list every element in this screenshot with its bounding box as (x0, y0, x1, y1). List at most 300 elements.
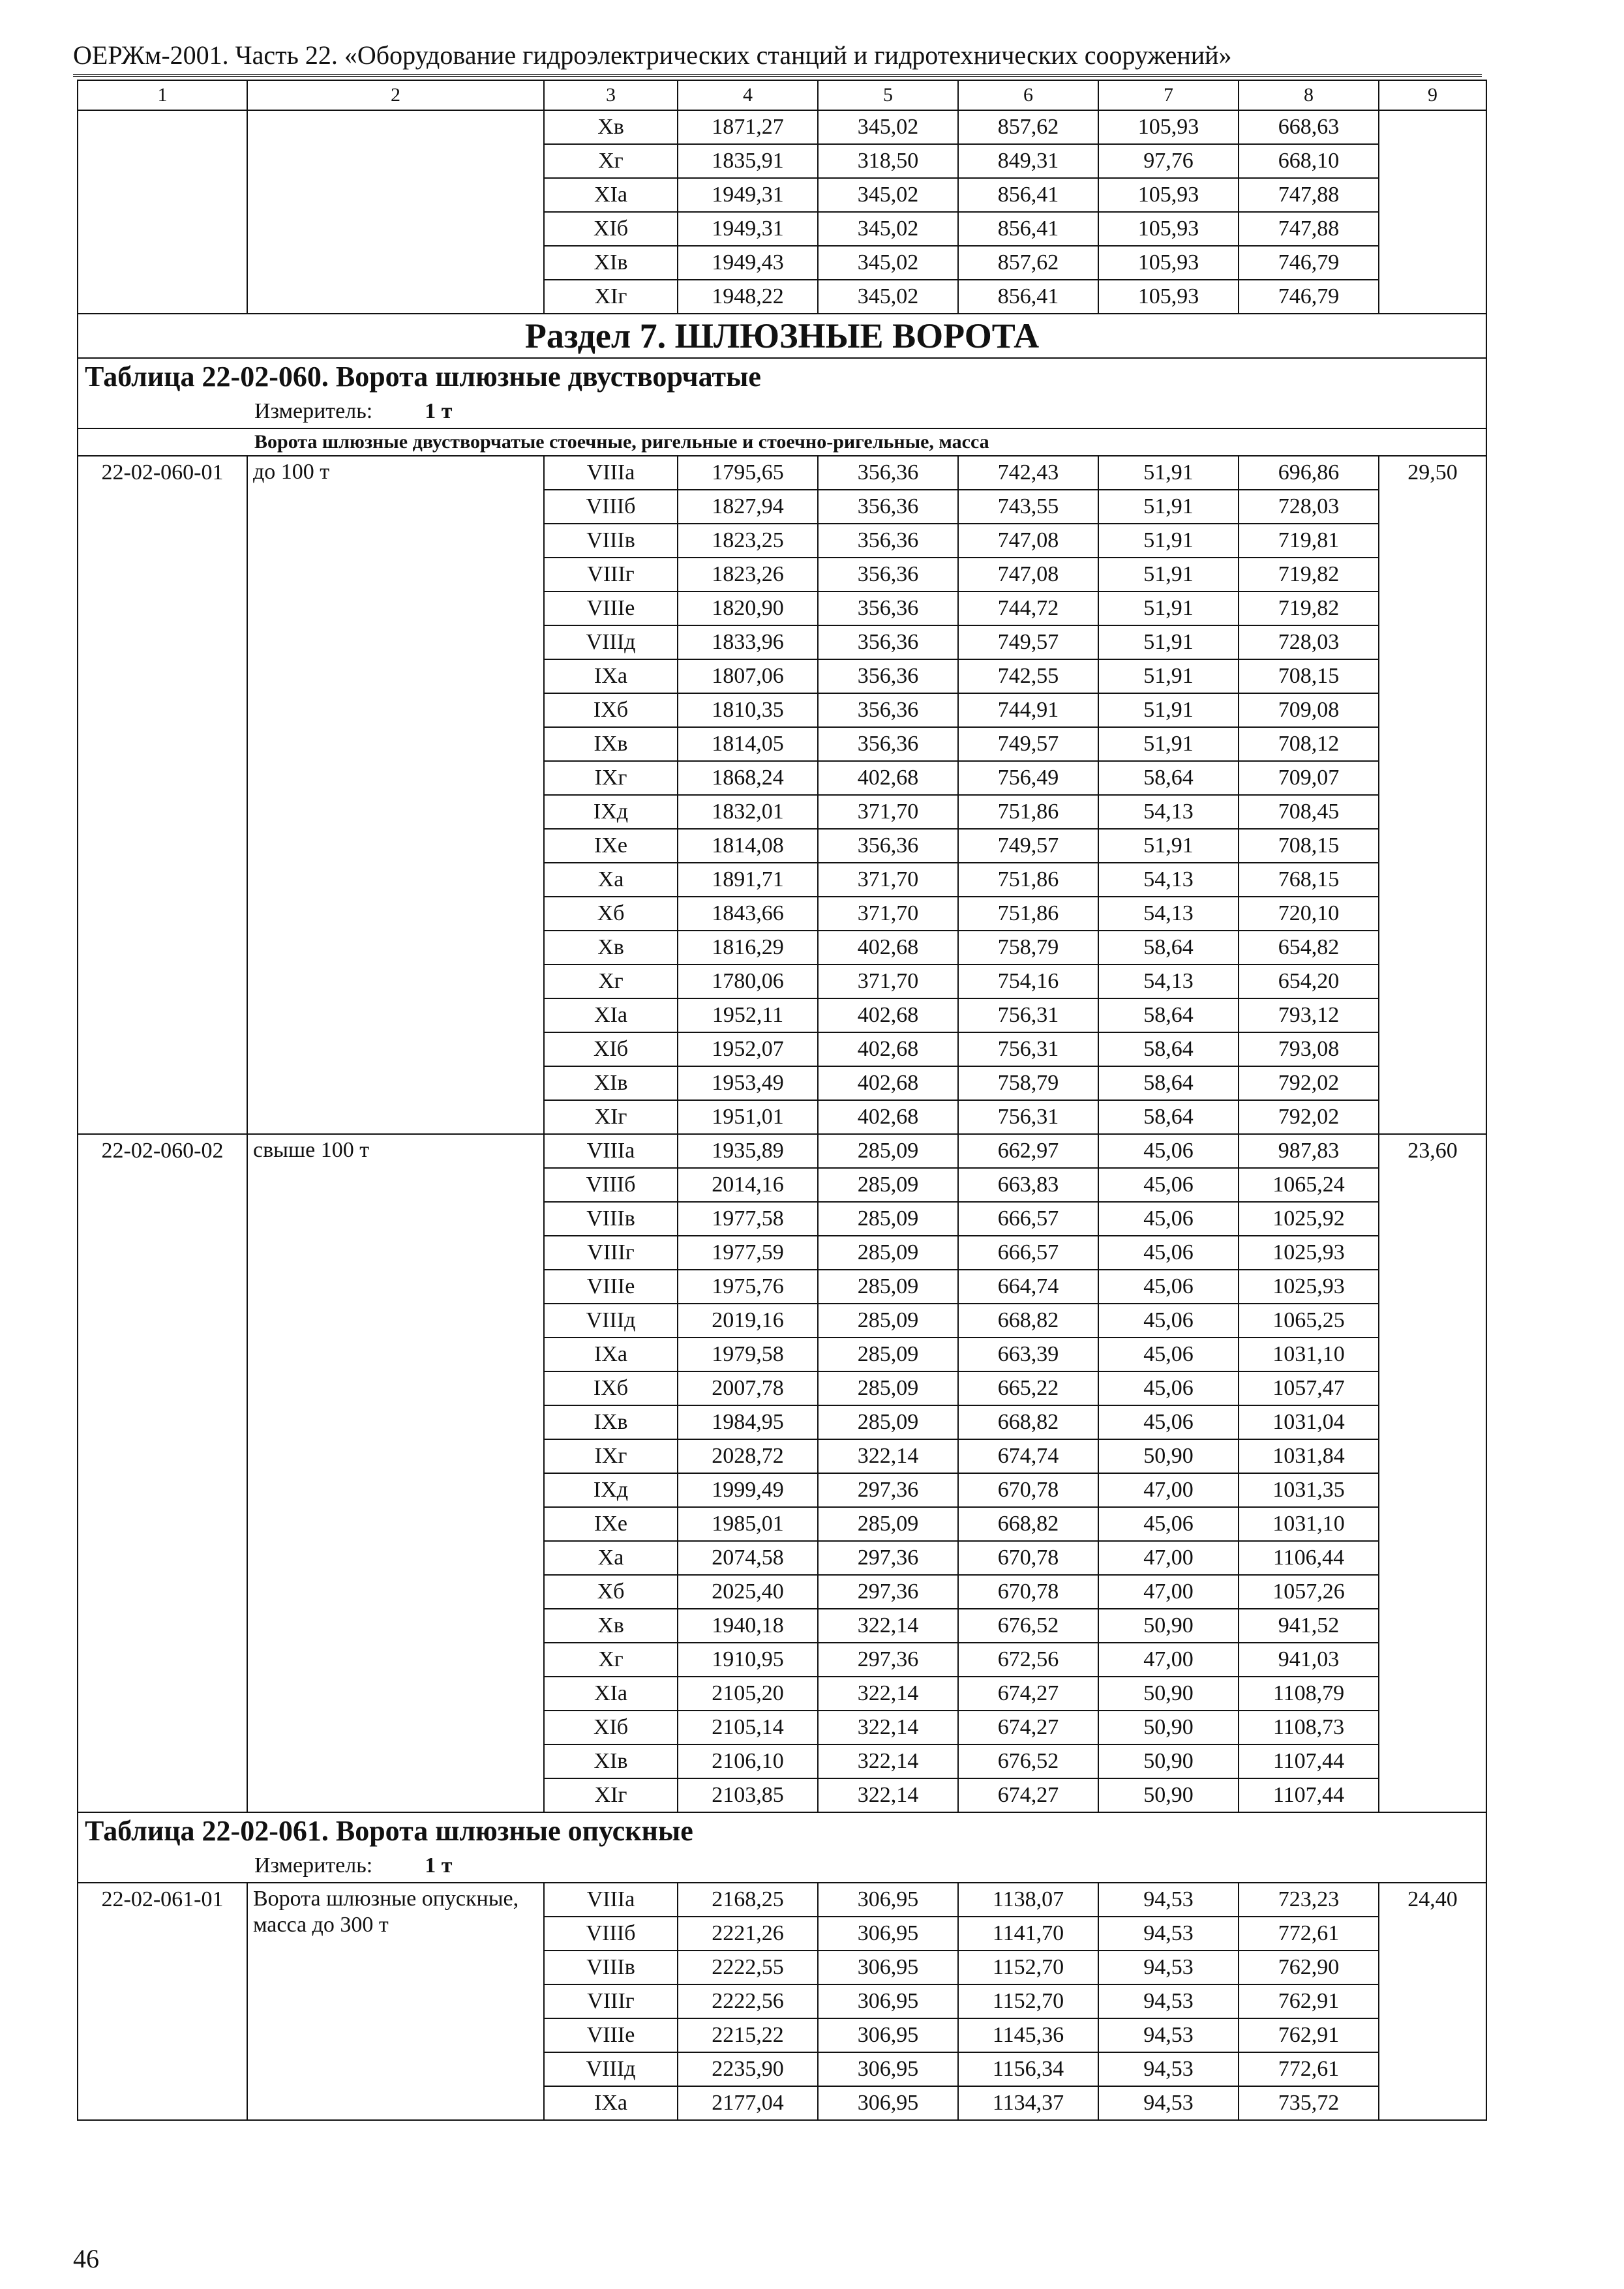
value-cell: 751,86 (958, 795, 1098, 829)
page-header: ОЕРЖм-2001. Часть 22. «Оборудование гидроэлектрических станций и гидротехнических сооружений» (73, 40, 1232, 70)
value-cell: 47,00 (1098, 1575, 1239, 1609)
value-cell: Хб (544, 1575, 678, 1609)
value-cell: 1949,31 (678, 178, 818, 212)
value-cell: 285,09 (818, 1405, 958, 1439)
value-cell: 1031,84 (1239, 1439, 1379, 1473)
value-cell: 356,36 (818, 659, 958, 693)
value-cell: 58,64 (1098, 761, 1239, 795)
value-cell: 45,06 (1098, 1202, 1239, 1236)
value-cell: 756,49 (958, 761, 1098, 795)
value-cell: ХIв (544, 1744, 678, 1778)
value-cell: IХв (544, 1405, 678, 1439)
value-cell: 402,68 (818, 1032, 958, 1066)
value-cell: 674,27 (958, 1778, 1098, 1812)
value-cell: 663,83 (958, 1168, 1098, 1202)
value-cell: IХг (544, 761, 678, 795)
value-cell: 47,00 (1098, 1473, 1239, 1507)
value-cell: 1949,31 (678, 212, 818, 246)
value-cell: 2105,14 (678, 1711, 818, 1744)
value-cell: 708,15 (1239, 829, 1379, 863)
value-cell: 749,57 (958, 625, 1098, 659)
value-cell: 1025,93 (1239, 1236, 1379, 1270)
value-cell: 1843,66 (678, 897, 818, 931)
value-cell: 105,93 (1098, 246, 1239, 280)
value-cell: 356,36 (818, 829, 958, 863)
value-cell: 45,06 (1098, 1338, 1239, 1371)
value-cell: 747,08 (958, 558, 1098, 591)
value-cell: 749,57 (958, 829, 1098, 863)
value-cell: Хг (544, 144, 678, 178)
value-cell: 719,82 (1239, 591, 1379, 625)
column-number: 3 (544, 80, 678, 110)
value-cell: 754,16 (958, 965, 1098, 998)
value-cell: 285,09 (818, 1507, 958, 1541)
value-cell: 744,72 (958, 591, 1098, 625)
table-row (78, 456, 1486, 490)
value-cell: 674,27 (958, 1677, 1098, 1711)
value-cell: 663,39 (958, 1338, 1098, 1371)
value-cell: 668,82 (958, 1405, 1098, 1439)
unit-label: Измеритель: (254, 1853, 373, 1878)
value-cell: 670,78 (958, 1473, 1098, 1507)
value-cell: 672,56 (958, 1643, 1098, 1677)
value-cell: 696,86 (1239, 456, 1379, 490)
value-cell: 2168,25 (678, 1883, 818, 1917)
value-cell: Ха (544, 863, 678, 897)
value-cell: 1868,24 (678, 761, 818, 795)
value-cell: IХб (544, 693, 678, 727)
value-cell: 51,91 (1098, 524, 1239, 558)
value-cell: 402,68 (818, 998, 958, 1032)
value-cell: 1141,70 (958, 1917, 1098, 1951)
value-cell: 1949,43 (678, 246, 818, 280)
value-cell: 45,06 (1098, 1270, 1239, 1304)
value-cell: 1814,08 (678, 829, 818, 863)
value-cell: 768,15 (1239, 863, 1379, 897)
value-cell: VIIIв (544, 1202, 678, 1236)
value-cell: 322,14 (818, 1744, 958, 1778)
value-cell: 762,91 (1239, 2018, 1379, 2052)
value-cell: 306,95 (818, 1883, 958, 1917)
value-cell: 1031,10 (1239, 1338, 1379, 1371)
value-cell: 50,90 (1098, 1778, 1239, 1812)
value-cell: 1107,44 (1239, 1744, 1379, 1778)
value-cell: 1814,05 (678, 727, 818, 761)
table-title-row (78, 358, 1486, 395)
value-cell: 792,02 (1239, 1100, 1379, 1134)
value-cell: 719,82 (1239, 558, 1379, 591)
value-cell: VIIIд (544, 2052, 678, 2086)
value-cell: 371,70 (818, 965, 958, 998)
value-cell: 666,57 (958, 1202, 1098, 1236)
value-cell: 1108,79 (1239, 1677, 1379, 1711)
unit-value: 1 т (425, 399, 453, 423)
table-row (78, 1883, 1486, 1917)
value-cell: 58,64 (1098, 1100, 1239, 1134)
value-cell: 2106,10 (678, 1744, 818, 1778)
value-cell: 1975,76 (678, 1270, 818, 1304)
value-cell: Хг (544, 965, 678, 998)
value-cell: VIIIа (544, 1134, 678, 1168)
value-cell: 2215,22 (678, 2018, 818, 2052)
value-cell: IХе (544, 829, 678, 863)
value-cell: 105,93 (1098, 110, 1239, 144)
value-cell: 1156,34 (958, 2052, 1098, 2086)
value-cell: VIIIд (544, 625, 678, 659)
value-cell: 94,53 (1098, 1883, 1239, 1917)
value-cell: 345,02 (818, 246, 958, 280)
header-rule (73, 74, 1482, 77)
value-cell: 1999,49 (678, 1473, 818, 1507)
value-cell: 94,53 (1098, 1951, 1239, 1984)
item-rate: 24,40 (1379, 1883, 1486, 2120)
value-cell: 1952,11 (678, 998, 818, 1032)
value-cell: VIIIг (544, 1984, 678, 2018)
value-cell: 356,36 (818, 456, 958, 490)
group-title: Ворота шлюзные двустворчатые стоечные, ригельные и стоечно-ригельные, масса (78, 428, 1486, 456)
value-cell: 356,36 (818, 591, 958, 625)
value-cell: 1065,24 (1239, 1168, 1379, 1202)
value-cell: 2019,16 (678, 1304, 818, 1338)
value-cell: 742,43 (958, 456, 1098, 490)
value-cell: 762,90 (1239, 1951, 1379, 1984)
value-cell: 58,64 (1098, 1066, 1239, 1100)
value-cell: ХIв (544, 246, 678, 280)
value-cell: 2222,56 (678, 1984, 818, 2018)
value-cell: 1107,44 (1239, 1778, 1379, 1812)
description-cell (247, 110, 544, 314)
value-cell: ХIг (544, 1100, 678, 1134)
value-cell: 674,74 (958, 1439, 1098, 1473)
value-cell: 1145,36 (958, 2018, 1098, 2052)
value-cell: 2177,04 (678, 2086, 818, 2120)
value-cell: 97,76 (1098, 144, 1239, 178)
value-cell: IХб (544, 1371, 678, 1405)
value-cell: 793,12 (1239, 998, 1379, 1032)
value-cell: 849,31 (958, 144, 1098, 178)
value-cell: 371,70 (818, 795, 958, 829)
value-cell: 402,68 (818, 1066, 958, 1100)
value-cell: 356,36 (818, 524, 958, 558)
value-cell: 735,72 (1239, 2086, 1379, 2120)
value-cell: Хв (544, 110, 678, 144)
value-cell: 50,90 (1098, 1439, 1239, 1473)
value-cell: 857,62 (958, 246, 1098, 280)
value-cell: 668,82 (958, 1304, 1098, 1338)
value-cell: IХа (544, 2086, 678, 2120)
value-cell: 306,95 (818, 1917, 958, 1951)
value-cell: 670,78 (958, 1575, 1098, 1609)
value-cell: 1031,04 (1239, 1405, 1379, 1439)
value-cell: IХа (544, 1338, 678, 1371)
value-cell: 58,64 (1098, 998, 1239, 1032)
value-cell: 51,91 (1098, 659, 1239, 693)
table-row (78, 110, 1486, 144)
value-cell: 45,06 (1098, 1507, 1239, 1541)
value-cell: 50,90 (1098, 1744, 1239, 1778)
value-cell: 356,36 (818, 727, 958, 761)
value-cell: 1835,91 (678, 144, 818, 178)
value-cell: 751,86 (958, 863, 1098, 897)
item-code: 22-02-060-02 (78, 1134, 247, 1812)
value-cell: 1935,89 (678, 1134, 818, 1168)
value-cell: Хг (544, 1643, 678, 1677)
value-cell: VIIIв (544, 524, 678, 558)
value-cell: 1025,92 (1239, 1202, 1379, 1236)
value-cell: 345,02 (818, 178, 958, 212)
value-cell: 285,09 (818, 1202, 958, 1236)
value-cell: 1795,65 (678, 456, 818, 490)
value-cell: 297,36 (818, 1541, 958, 1575)
unit-row (78, 1849, 1486, 1883)
value-cell: 941,03 (1239, 1643, 1379, 1677)
value-cell: 105,93 (1098, 280, 1239, 314)
page-number: 46 (73, 2244, 99, 2273)
column-number: 6 (958, 80, 1098, 110)
value-cell: 756,31 (958, 1032, 1098, 1066)
value-cell: 306,95 (818, 2052, 958, 2086)
value-cell: 371,70 (818, 863, 958, 897)
value-cell: 45,06 (1098, 1168, 1239, 1202)
value-cell: ХIб (544, 1032, 678, 1066)
value-cell: 676,52 (958, 1609, 1098, 1643)
value-cell: 45,06 (1098, 1134, 1239, 1168)
value-cell: 2103,85 (678, 1778, 818, 1812)
value-cell: 2222,55 (678, 1951, 818, 1984)
value-cell: 2235,90 (678, 2052, 818, 2086)
value-cell: ХIб (544, 212, 678, 246)
value-cell: 1031,10 (1239, 1507, 1379, 1541)
value-cell: 402,68 (818, 761, 958, 795)
value-cell: 2014,16 (678, 1168, 818, 1202)
value-cell: Ха (544, 1541, 678, 1575)
value-cell: 747,08 (958, 524, 1098, 558)
value-cell: 665,22 (958, 1371, 1098, 1405)
column-number: 8 (1239, 80, 1379, 110)
value-cell: 664,74 (958, 1270, 1098, 1304)
unit-row-cell (78, 1849, 1486, 1883)
value-cell: 285,09 (818, 1338, 958, 1371)
group-title-row (78, 428, 1486, 456)
value-cell: 709,08 (1239, 693, 1379, 727)
value-cell: 51,91 (1098, 693, 1239, 727)
value-cell: 1025,93 (1239, 1270, 1379, 1304)
value-cell: 2074,58 (678, 1541, 818, 1575)
value-cell: VIIIд (544, 1304, 678, 1338)
value-cell: 772,61 (1239, 1917, 1379, 1951)
value-cell: 749,57 (958, 727, 1098, 761)
value-cell: 1807,06 (678, 659, 818, 693)
value-cell: ХIа (544, 1677, 678, 1711)
value-cell: 2028,72 (678, 1439, 818, 1473)
value-cell: 772,61 (1239, 2052, 1379, 2086)
value-cell: 322,14 (818, 1677, 958, 1711)
value-cell: 54,13 (1098, 863, 1239, 897)
value-cell: 1891,71 (678, 863, 818, 897)
value-cell: VIIIб (544, 490, 678, 524)
item-description: до 100 т (247, 456, 544, 1134)
value-cell: ХIг (544, 1778, 678, 1812)
value-cell: 720,10 (1239, 897, 1379, 931)
item-code: 22-02-061-01 (78, 1883, 247, 2120)
value-cell: 45,06 (1098, 1236, 1239, 1270)
value-cell: VIIIе (544, 2018, 678, 2052)
value-cell: Хв (544, 931, 678, 965)
value-cell: 1816,29 (678, 931, 818, 965)
value-cell: 356,36 (818, 693, 958, 727)
value-cell: 285,09 (818, 1304, 958, 1338)
value-cell: 1823,26 (678, 558, 818, 591)
value-cell: 1138,07 (958, 1883, 1098, 1917)
value-cell: 285,09 (818, 1134, 958, 1168)
value-cell: 371,70 (818, 897, 958, 931)
column-number: 9 (1379, 80, 1486, 110)
value-cell: 322,14 (818, 1778, 958, 1812)
value-cell: 94,53 (1098, 2086, 1239, 2120)
value-cell: Хб (544, 897, 678, 931)
value-cell: VIIIб (544, 1168, 678, 1202)
value-cell: 285,09 (818, 1371, 958, 1405)
value-cell: 1106,44 (1239, 1541, 1379, 1575)
value-cell: 94,53 (1098, 2018, 1239, 2052)
value-cell: 1833,96 (678, 625, 818, 659)
value-cell: 1057,47 (1239, 1371, 1379, 1405)
value-cell: 51,91 (1098, 558, 1239, 591)
value-cell: ХIб (544, 1711, 678, 1744)
value-cell: 668,10 (1239, 144, 1379, 178)
value-cell: 1871,27 (678, 110, 818, 144)
value-cell: 94,53 (1098, 1917, 1239, 1951)
value-cell: 1940,18 (678, 1609, 818, 1643)
value-cell: 51,91 (1098, 456, 1239, 490)
value-cell: VIIIб (544, 1917, 678, 1951)
value-cell: 1979,58 (678, 1338, 818, 1371)
value-cell: IХв (544, 727, 678, 761)
column-number: 7 (1098, 80, 1239, 110)
table-row (78, 1134, 1486, 1168)
value-cell: 1977,59 (678, 1236, 818, 1270)
value-cell: 674,27 (958, 1711, 1098, 1744)
value-cell: 1810,35 (678, 693, 818, 727)
value-cell: 762,91 (1239, 1984, 1379, 2018)
value-cell: 746,79 (1239, 280, 1379, 314)
value-cell: 856,41 (958, 178, 1098, 212)
value-cell: 356,36 (818, 490, 958, 524)
value-cell: 654,20 (1239, 965, 1379, 998)
value-cell: 1985,01 (678, 1507, 818, 1541)
value-cell: 105,93 (1098, 212, 1239, 246)
value-cell: ХIг (544, 280, 678, 314)
item-code: 22-02-060-01 (78, 456, 247, 1134)
value-cell: 345,02 (818, 110, 958, 144)
value-cell: 1820,90 (678, 591, 818, 625)
value-cell: 285,09 (818, 1168, 958, 1202)
value-cell: 297,36 (818, 1473, 958, 1507)
value-cell: 285,09 (818, 1236, 958, 1270)
value-cell: 1832,01 (678, 795, 818, 829)
column-number: 1 (78, 80, 247, 110)
value-cell: 670,78 (958, 1541, 1098, 1575)
value-cell: 709,07 (1239, 761, 1379, 795)
value-cell: 1134,37 (958, 2086, 1098, 2120)
value-cell: 51,91 (1098, 591, 1239, 625)
value-cell: 54,13 (1098, 897, 1239, 931)
value-cell: 345,02 (818, 280, 958, 314)
value-cell: 51,91 (1098, 625, 1239, 659)
value-cell: 1152,70 (958, 1984, 1098, 2018)
value-cell: 708,15 (1239, 659, 1379, 693)
value-cell: 306,95 (818, 1984, 958, 2018)
value-cell: 856,41 (958, 280, 1098, 314)
value-cell: 1031,35 (1239, 1473, 1379, 1507)
column-number-row (78, 80, 1486, 110)
value-cell: 1065,25 (1239, 1304, 1379, 1338)
value-cell: 987,83 (1239, 1134, 1379, 1168)
rate-cell (1379, 110, 1486, 314)
value-cell: 792,02 (1239, 1066, 1379, 1100)
value-cell: 793,08 (1239, 1032, 1379, 1066)
value-cell: 941,52 (1239, 1609, 1379, 1643)
value-cell: VIIIг (544, 1236, 678, 1270)
unit-row (78, 395, 1486, 428)
value-cell: 1977,58 (678, 1202, 818, 1236)
value-cell: 744,91 (958, 693, 1098, 727)
value-cell: 54,13 (1098, 795, 1239, 829)
value-cell: 356,36 (818, 625, 958, 659)
column-number: 5 (818, 80, 958, 110)
value-cell: IХа (544, 659, 678, 693)
value-cell: Хв (544, 1609, 678, 1643)
section-row (78, 314, 1486, 358)
value-cell: ХIа (544, 178, 678, 212)
value-cell: 1780,06 (678, 965, 818, 998)
value-cell: 51,91 (1098, 829, 1239, 863)
value-cell: 285,09 (818, 1270, 958, 1304)
value-cell: 58,64 (1098, 1032, 1239, 1066)
value-cell: 723,23 (1239, 1883, 1379, 1917)
table-title: Таблица 22-02-060. Ворота шлюзные двустворчатые (78, 358, 1486, 395)
value-cell: 746,79 (1239, 246, 1379, 280)
value-cell: 758,79 (958, 1066, 1098, 1100)
value-cell: 708,12 (1239, 727, 1379, 761)
value-cell: VIIIа (544, 456, 678, 490)
column-number: 4 (678, 80, 818, 110)
value-cell: 751,86 (958, 897, 1098, 931)
value-cell: 1823,25 (678, 524, 818, 558)
value-cell: 50,90 (1098, 1609, 1239, 1643)
value-cell: 2025,40 (678, 1575, 818, 1609)
value-cell: 708,45 (1239, 795, 1379, 829)
value-cell: 402,68 (818, 1100, 958, 1134)
value-cell: 856,41 (958, 212, 1098, 246)
value-cell: 94,53 (1098, 1984, 1239, 2018)
value-cell: 756,31 (958, 1100, 1098, 1134)
value-cell: 1152,70 (958, 1951, 1098, 1984)
value-cell: 1057,26 (1239, 1575, 1379, 1609)
value-cell: 297,36 (818, 1643, 958, 1677)
table-body (78, 80, 1486, 2120)
value-cell: 297,36 (818, 1575, 958, 1609)
value-cell: 2007,78 (678, 1371, 818, 1405)
value-cell: 662,97 (958, 1134, 1098, 1168)
value-cell: 668,82 (958, 1507, 1098, 1541)
value-cell: 318,50 (818, 144, 958, 178)
value-cell: 743,55 (958, 490, 1098, 524)
value-cell: 51,91 (1098, 490, 1239, 524)
value-cell: VIIIе (544, 1270, 678, 1304)
code-cell (78, 110, 247, 314)
unit-row-cell (78, 395, 1486, 428)
